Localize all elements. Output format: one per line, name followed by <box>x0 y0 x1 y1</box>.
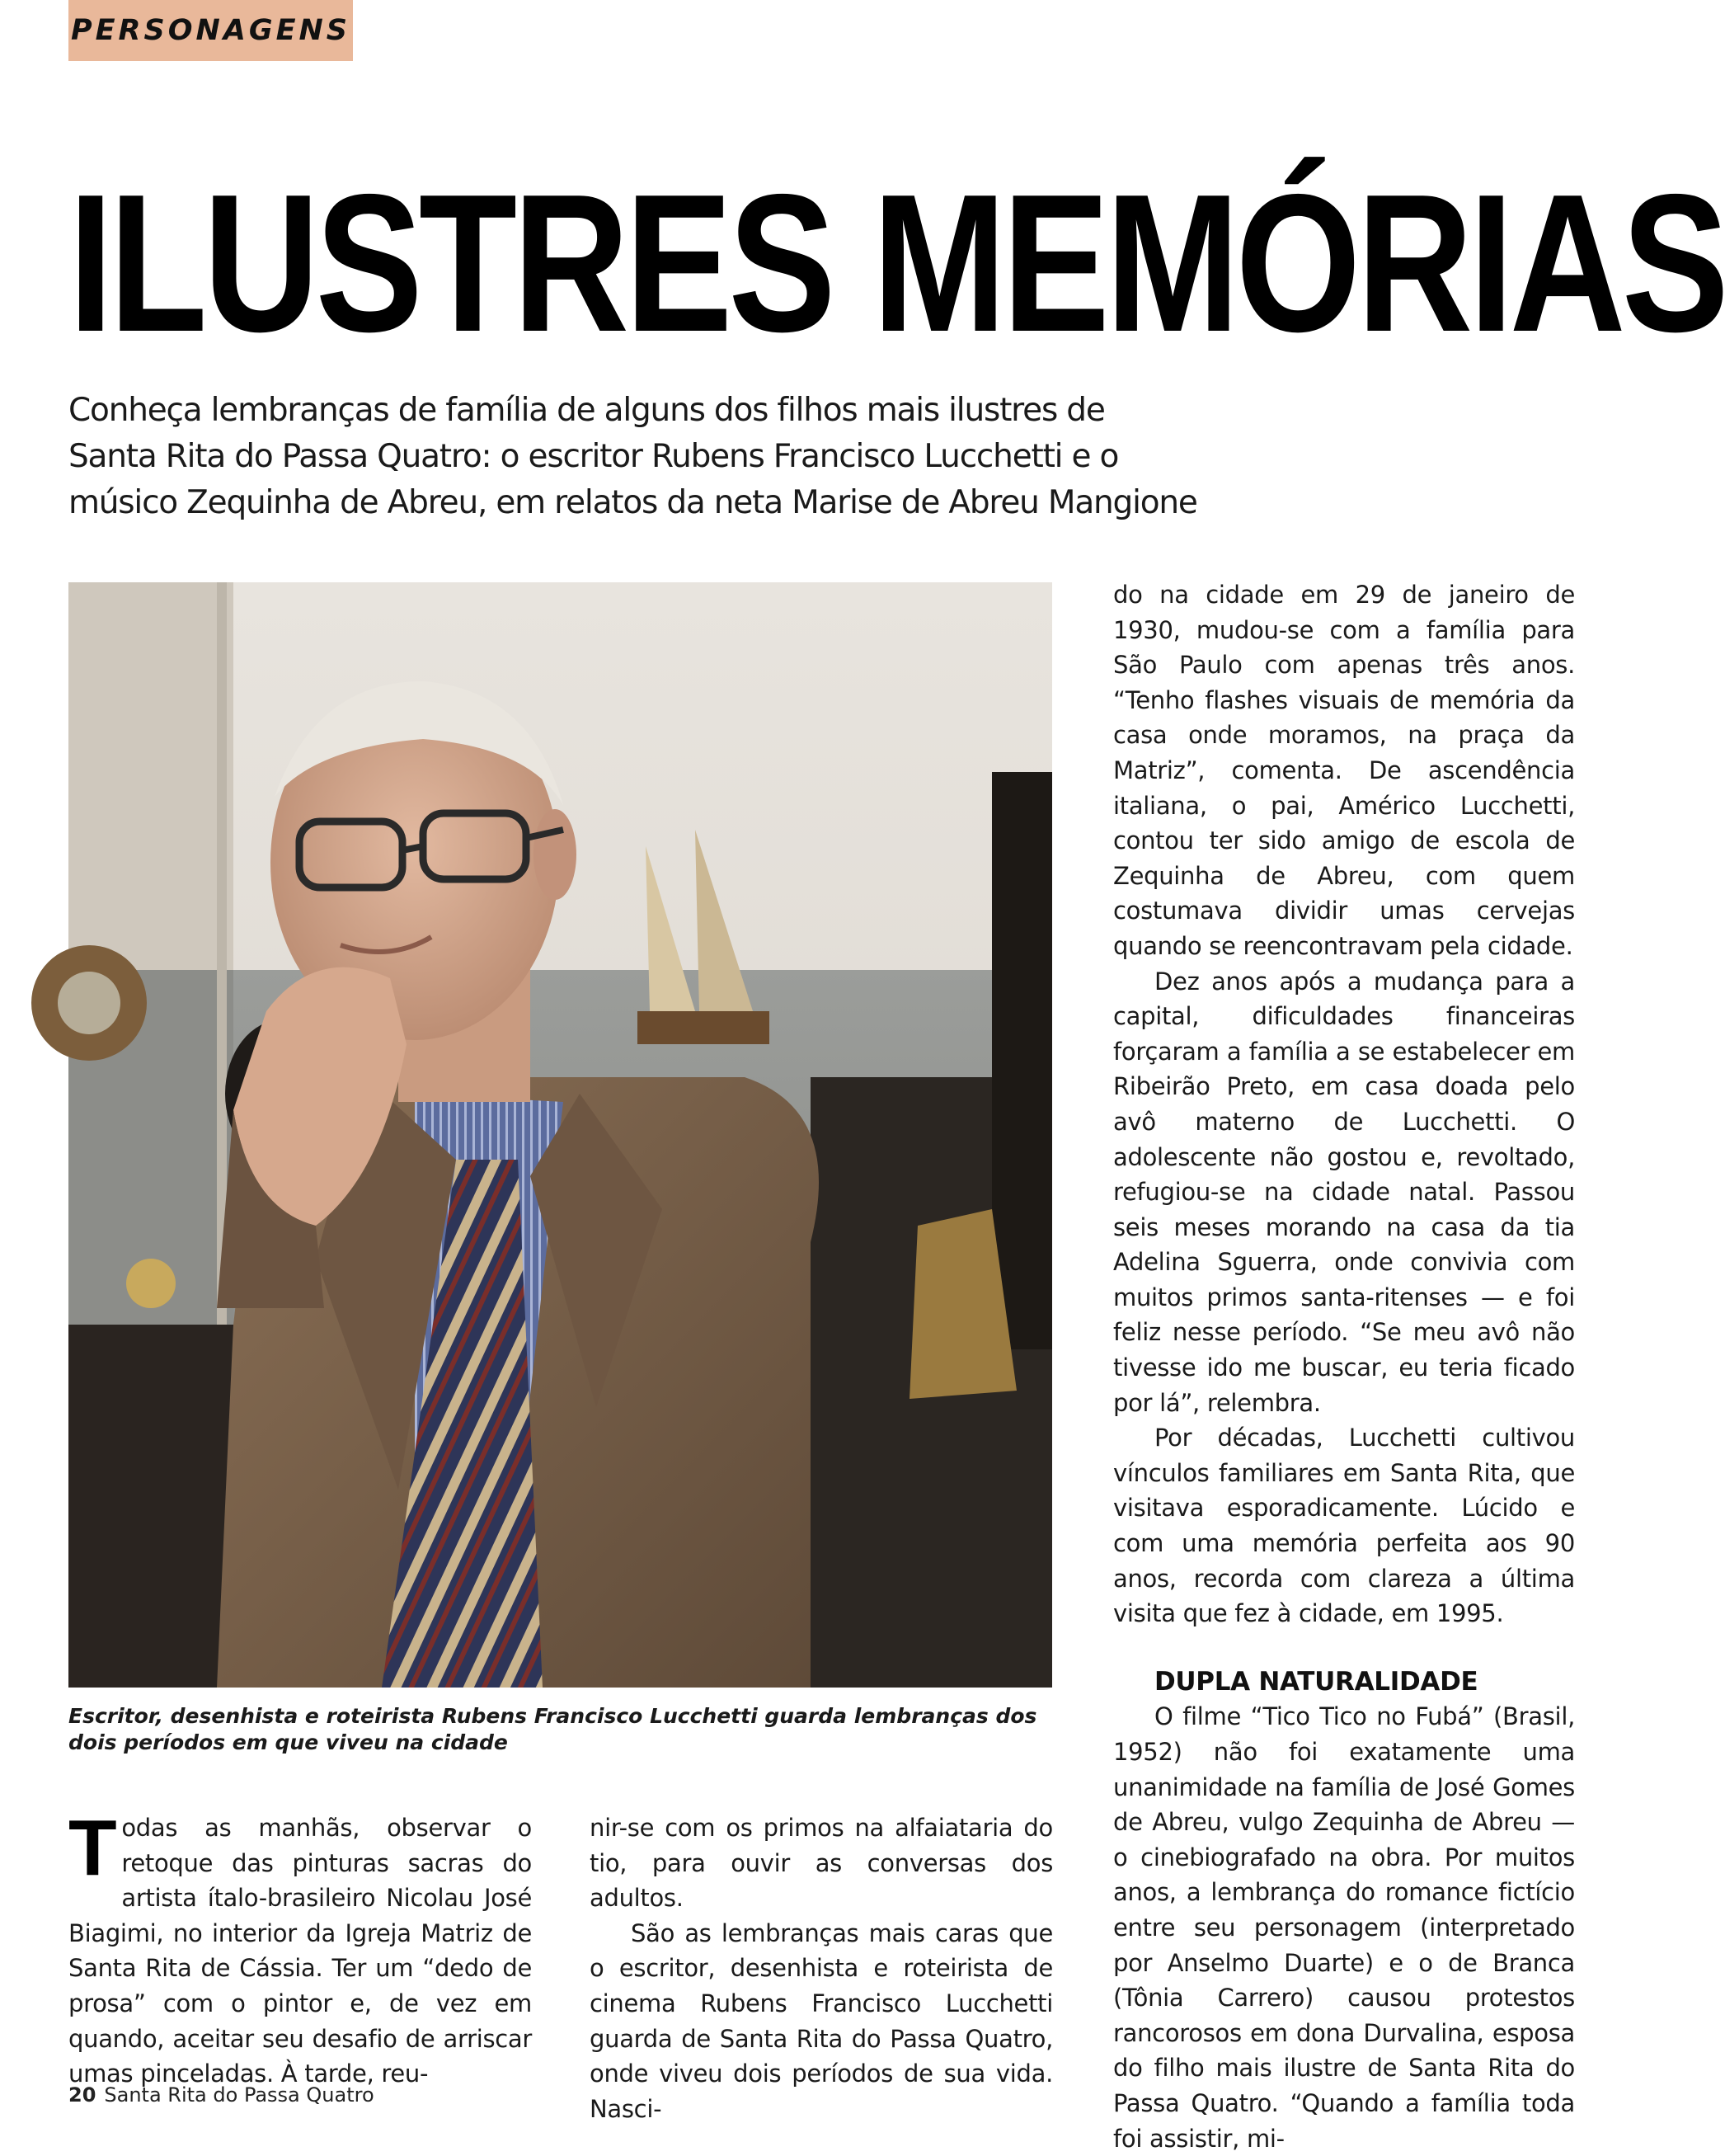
section-tag <box>68 0 353 61</box>
paragraph: Dez anos após a mudança para a capital, dificuldades financeiras forçaram a família a se estabelecer em Ribeirão Preto, em casa doada pelo avô materno de Lucchetti. O adolescente não gostou e, revoltado, refugiou-se na cidade natal. Passou seis meses morando na casa da tia Adelina Sguerra, onde convivia com muitos primos santa-ritenses — e foi feliz nesse período. “Se meu avô não tivesse ido me buscar, eu teria ficado por lá”, relembra. <box>1113 967 1575 1417</box>
article-column-3 <box>1113 577 1575 2156</box>
article-title: ILUSTRES MEMÓRIAS <box>68 154 1725 373</box>
paragraph: Por décadas, Lucchetti cultivou vínculos familiares em Santa Rita, que visitava esporadicamente. Lúcido e com uma memória perfeita aos 90 anos, recorda com clareza a última visita que fez à cidade, em 1995. <box>1113 1424 1575 1628</box>
publication-name: Santa Rita do Passa Quatro <box>104 2083 374 2107</box>
section-label: PERSONAGENS <box>71 14 350 47</box>
drop-cap: T <box>68 1804 117 1892</box>
article-column-2 <box>590 1810 1053 2126</box>
paragraph: São as lembranças mais caras que o escritor, desenhista e roteirista de cinema Rubens Francisco Lucchetti guarda de Santa Rita do Passa Quatro, onde viveu dois períodos de sua vida. Nasci- <box>590 1918 1053 2123</box>
paragraph-text: odas as manhãs, observar o retoque das pinturas sacras do artista ítalo-brasileiro Nicolau José Biagimi, no interior da Igreja Matriz de Santa Rita de Cássia. Ter um “dedo de prosa” com o pintor e, de vez em quando, aceitar seu desafio de arriscar umas pinceladas. À tarde, reu- <box>68 1814 532 2088</box>
paragraph: nir-se com os primos na alfaiataria do tio, para ouvir as conversas dos adultos. <box>590 1814 1053 1913</box>
subheading: DUPLA NATURALIDADE <box>1154 1666 1478 1697</box>
paragraph: do na cidade em 29 de janeiro de 1930, mudou-se com a família para São Paulo com apenas três anos. “Tenho flashes visuais de memória da casa onde moramos, na praça da Matriz”, comenta. De ascendência italiana, o pai, Américo Lucchetti, contou ter sido amigo de escola de Zequinha de Abreu, com quem costumava dividir umas cervejas quando se reencontravam pela cidade. <box>1113 581 1575 960</box>
photo-caption: Escritor, desenhista e roteirista Rubens Francisco Lucchetti guarda lembranças dos dois períodos em que viveu na cidade <box>68 1704 1037 1754</box>
page-footer <box>68 2083 374 2107</box>
portrait-photo-illustration <box>68 582 1052 1688</box>
paragraph <box>68 1804 532 2092</box>
paragraph: O filme “Tico Tico no Fubá” (Brasil, 1952) não foi exatamente uma unanimidade na família de José Gomes de Abreu, vulgo Zequinha de Abreu — o cinebiografado na obra. Por muitos anos, a lembrança do romance fictício entre seu personagem (interpretado por Anselmo Duarte) e o de Branca (Tônia Carrero) causou protestos rancorosos em dona Durvalina, esposa do filho mais ilustre de Santa Rita do Passa Quatro. “Quando a família toda foi assistir, mi- <box>1113 1702 1575 2153</box>
article-standfirst: Conheça lembranças de família de alguns dos filhos mais ilustres de Santa Rita do Passa Quatro: o escritor Rubens Francisco Lucchetti e o músico Zequinha de Abreu, em relatos da neta Marise de Abreu Mangione <box>68 392 1197 521</box>
page-number: 20 <box>68 2083 96 2107</box>
article-column-1 <box>68 1804 532 2092</box>
article-photo <box>68 582 1052 1688</box>
